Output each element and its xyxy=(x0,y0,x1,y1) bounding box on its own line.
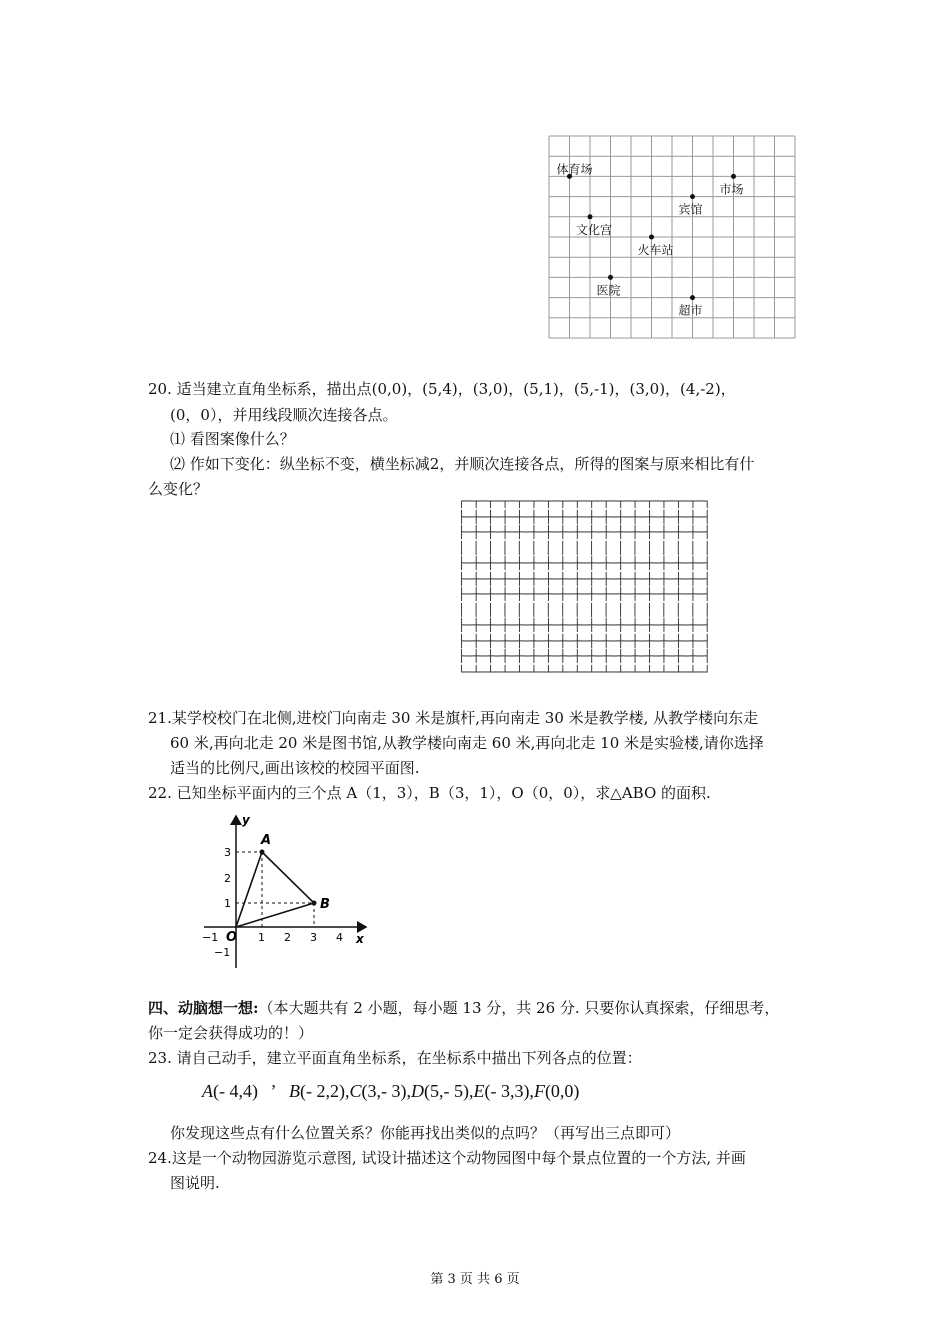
x-tick: −1 xyxy=(202,931,219,944)
point-a-dot xyxy=(260,850,265,855)
x-tick: 1 xyxy=(258,931,265,944)
section4-intro: （本大题共有 2 小题，每小题 13 分，共 26 分. 只要你认真探索，仔细思考， xyxy=(258,999,780,1017)
q23-point-c-label: C xyxy=(349,1081,362,1101)
y-tick: 1 xyxy=(224,897,231,910)
map-place-label: 超市 xyxy=(678,303,703,318)
q23-point-e-label: E xyxy=(473,1081,485,1101)
q20-sub2a: ⑵ 作如下变化：纵坐标不变，横坐标减2，并顺次连接各点，所得的图案与原来相比有什 xyxy=(170,455,755,473)
q23-points xyxy=(202,1081,579,1102)
map-grid-figure xyxy=(548,135,798,345)
section4-line1 xyxy=(148,997,779,1018)
label-b: B xyxy=(320,897,330,912)
map-place-dot xyxy=(608,275,613,280)
point-b-dot xyxy=(312,901,317,906)
map-place-dot xyxy=(690,295,695,300)
q20-line1: 20. 适当建立直角坐标系，描出点(0,0)，(5,4)，(3,0)，(5,1)，(5,-1)，(3,0)，(4,-2)， xyxy=(148,380,736,398)
q22-line1: 22. 已知坐标平面内的三个点 A（1，3），B（3，1），O（0，0），求△ABO 的面积. xyxy=(148,784,711,802)
q23-point-a-label: A xyxy=(202,1081,213,1101)
q23-point-d-label: D xyxy=(410,1081,424,1101)
q20-line2: (0，0），并用线段顺次连接各点。 xyxy=(170,406,398,424)
label-x-axis: x xyxy=(356,932,364,946)
q22-svg xyxy=(196,810,376,970)
map-place-label: 市场 xyxy=(719,182,744,197)
q20-sub2b: 么变化？ xyxy=(148,480,209,498)
map-place-dot xyxy=(588,214,593,219)
q23-point-f-label: F xyxy=(533,1081,545,1101)
x-tick: 2 xyxy=(284,931,291,944)
q23-point-b-coord: (- 2,2), xyxy=(299,1081,350,1101)
dashed-grid: ┌─┬─┬─┬─┬─┬─┬─┬─┬─┬─┬─┬─┬─┬─┬─┬─┬─┐ ├─┼─┼─┼─┼─┼─┼─┼─┼─┼─┼─┼─┼─┼─┼─┼─┼─┤ ├─┼─┼─┼─┼─┼─┼─┼─┼─┼─┼─┼─┼─┼─┼─┼─┼─┤ │ │ │ │ │ │ │ │ │ │ │ │ │ │ │ │ │ │ ├─┼─┼─┼─┼─┼─┼─┼─┼─┼─┼─┼─┼─┼─┼─┼─┼─┤ ├─┼─┼─┼─┼─┼─┼─┼─┼─┼─┼─┼─┼─┼─┼─┼─┼─┤ ├─┼─┼─┼─┼─┼─┼─┼─┼─┼─┼─┼─┼─┼─┼─┼─┼─┤ │ │ │ │ │ │ │ │ │ │ │ │ │ │ │ │ │ │ ├─┼─┼─┼─┼─┼─┼─┼─┼─┼─┼─┼─┼─┼─┼─┼─┼─┤ ├─┼─┼─┼─┼─┼─┼─┼─┼─┼─┼─┼─┼─┼─┼─┼─┼─┤ ├─┼─┼─┼─┼─┼─┼─┼─┼─┼─┼─┼─┼─┼─┼─┼─┼─┤ └─┴─┴─┴─┴─┴─┴─┴─┴─┴─┴─┴─┴─┴─┴─┴─┴─┘ xyxy=(458,494,711,679)
q23-line1: 23. 请自己动手，建立平面直角坐标系，在坐标系中描出下列各点的位置： xyxy=(148,1049,642,1067)
label-o: O xyxy=(226,930,238,945)
map-place-label: 火车站 xyxy=(637,243,674,257)
q23-point-c-coord: (3,- 3), xyxy=(361,1081,411,1101)
section4-heading: 四、动脑想一想: xyxy=(148,999,259,1017)
map-place-label: 体育场 xyxy=(556,162,593,177)
page-footer: 第 3 页 共 6 页 xyxy=(430,1272,520,1287)
q22-coordinate-figure xyxy=(196,810,376,974)
map-grid-svg xyxy=(548,135,798,341)
q23-line3: 你发现这些点有什么位置关系？你能再找出类似的点吗？（再写出三点即可） xyxy=(170,1124,681,1142)
q24-line1: 24.这是一个动物园游览示意图, 试设计描述这个动物园图中每个景点位置的一个方法, 并画 xyxy=(148,1149,746,1167)
q23-point-f-coord: (0,0) xyxy=(544,1081,580,1101)
y-tick: −1 xyxy=(214,946,231,959)
map-place-dot xyxy=(690,194,695,199)
q20-sub1: ⑴ 看图案像什么？ xyxy=(170,430,295,448)
q23-point-e-coord: (- 3,3), xyxy=(484,1081,534,1101)
label-a: A xyxy=(261,833,272,848)
q21-line1: 21.某学校校门在北侧,进校门向南走 30 米是旗杆,再向南走 30 米是教学楼, 从教学楼向东走 xyxy=(148,709,759,727)
y-tick: 3 xyxy=(224,846,231,859)
map-place-dot xyxy=(731,174,736,179)
section4-line2: 你一定会获得成功的！） xyxy=(148,1024,314,1042)
map-place-label: 宾馆 xyxy=(678,202,703,217)
x-tick: 4 xyxy=(336,931,343,944)
map-place-dot xyxy=(649,235,654,240)
y-tick: 2 xyxy=(224,872,231,885)
q21-line3: 适当的比例尺,画出该校的校园平面图. xyxy=(170,759,420,777)
q21-line2: 60 米,再向北走 20 米是图书馆,从教学楼向南走 60 米,再向北走 10 米是实验楼,请你选择 xyxy=(170,734,764,752)
q23-point-d-coord: (5,- 5), xyxy=(423,1081,474,1101)
triangle-abo xyxy=(236,852,314,927)
map-place-label: 文化宫 xyxy=(576,222,613,237)
q23-point-b-label: B xyxy=(288,1081,300,1101)
map-place-label: 医院 xyxy=(596,283,621,298)
x-tick: 3 xyxy=(310,931,317,944)
q24-line2: 图说明. xyxy=(170,1174,220,1192)
q23-point-a-coord: (- 4,4) xyxy=(213,1081,258,1101)
label-y-axis: y xyxy=(242,813,250,827)
q23-sep: ’ xyxy=(270,1081,277,1101)
